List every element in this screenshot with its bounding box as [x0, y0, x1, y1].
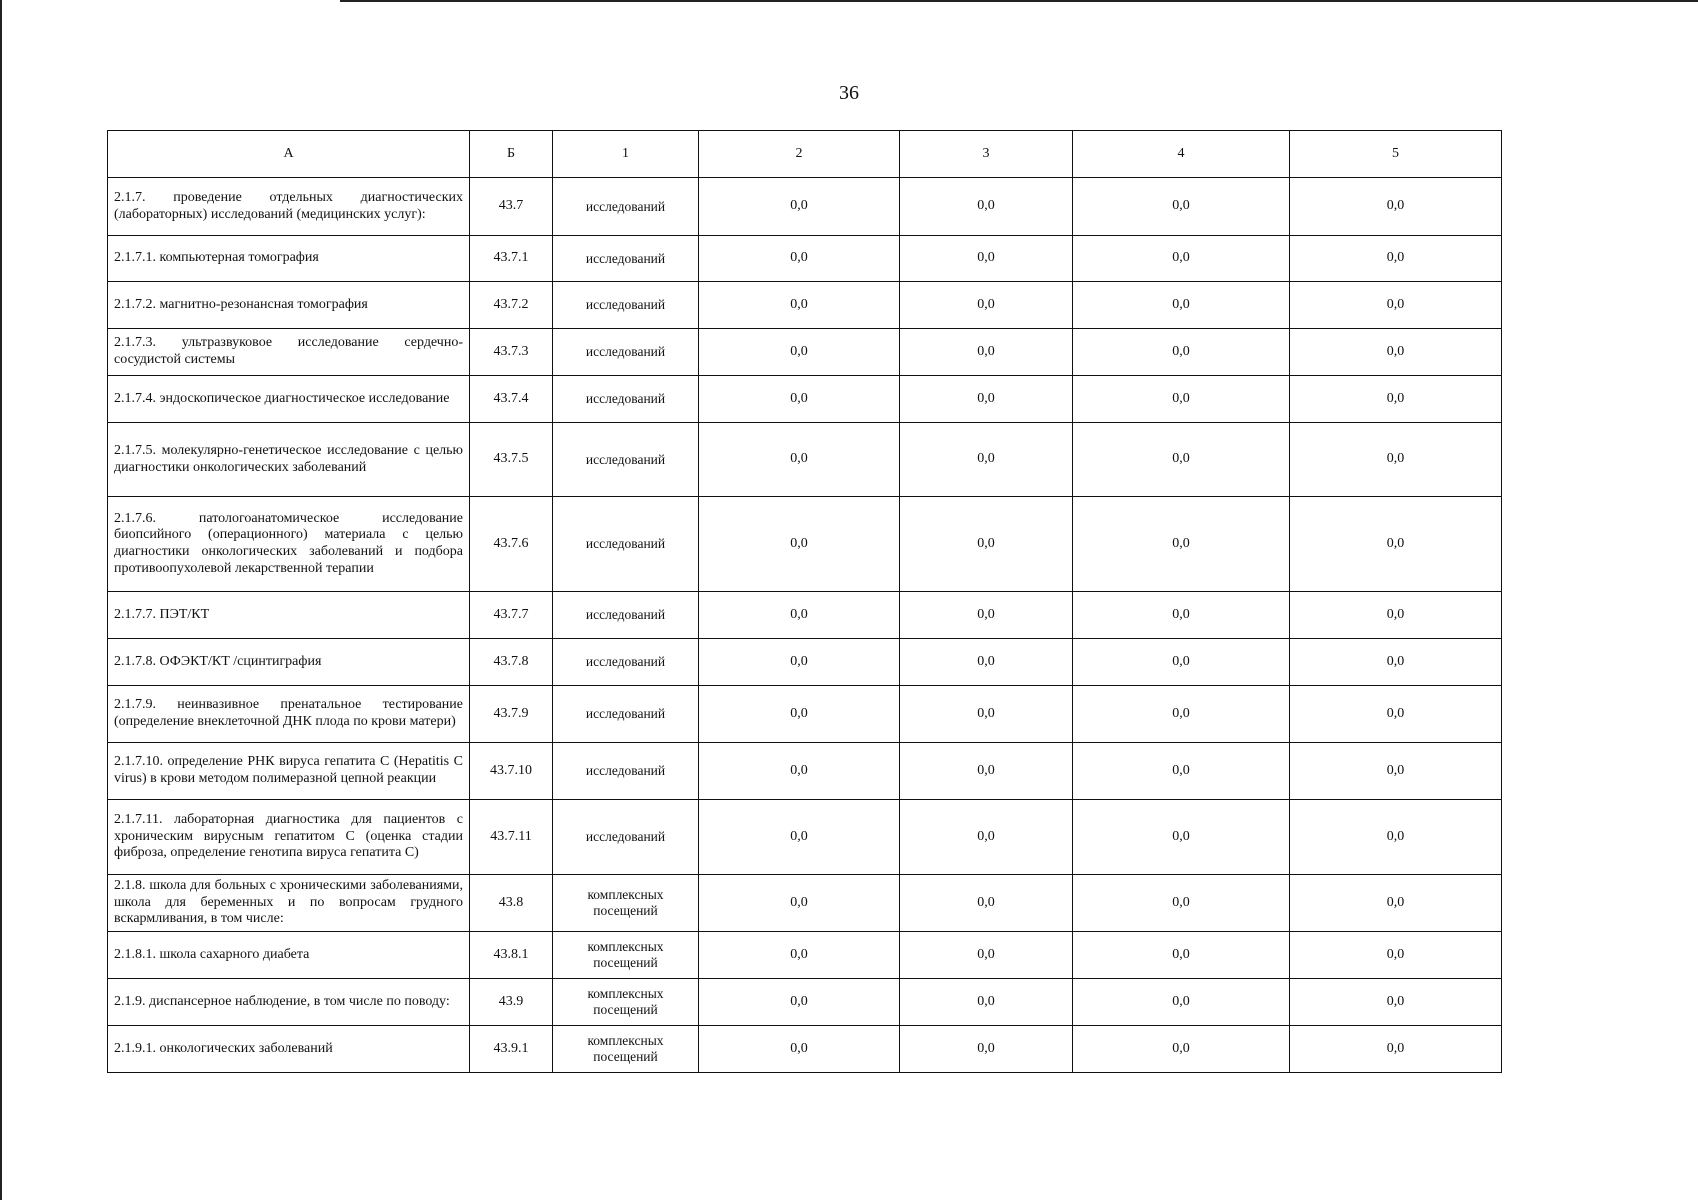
table-row — [108, 1026, 1502, 1073]
row-value-cell: 0,0 — [1073, 423, 1290, 497]
row-value-cell: 0,0 — [1290, 932, 1502, 979]
row-value-cell: 0,0 — [699, 639, 900, 686]
table-body — [108, 178, 1502, 1073]
scan-edge-left — [0, 0, 2, 1200]
row-value-cell: 0,0 — [1073, 800, 1290, 875]
row-value-cell: 0,0 — [1290, 497, 1502, 592]
row-value-cell: 0,0 — [699, 236, 900, 282]
row-unit-cell: исследований — [553, 282, 699, 329]
row-unit-cell: исследований — [553, 376, 699, 423]
row-value-cell: 0,0 — [1073, 875, 1290, 932]
row-value-cell: 0,0 — [1290, 743, 1502, 800]
row-value-cell: 0,0 — [1073, 592, 1290, 639]
row-value-cell: 0,0 — [1073, 236, 1290, 282]
row-value-cell: 0,0 — [699, 800, 900, 875]
table-row — [108, 423, 1502, 497]
row-value-cell: 0,0 — [1290, 376, 1502, 423]
row-name-cell: 2.1.8. школа для больных с хроническими заболеваниями, школа для беременных и по вопросам грудного вскармливания, в том числе: — [108, 875, 470, 932]
row-value-cell: 0,0 — [1290, 800, 1502, 875]
row-value-cell: 0,0 — [900, 743, 1073, 800]
row-value-cell: 0,0 — [699, 979, 900, 1026]
table-row — [108, 236, 1502, 282]
row-name-cell: 2.1.7.2. магнитно-резонансная томография — [108, 282, 470, 329]
row-code-cell: 43.7.2 — [470, 282, 553, 329]
row-value-cell: 0,0 — [699, 178, 900, 236]
row-name-cell: 2.1.7.5. молекулярно-генетическое исследование с целью диагностики онкологических заболеваний — [108, 423, 470, 497]
row-value-cell: 0,0 — [1073, 178, 1290, 236]
column-header: 3 — [900, 131, 1073, 178]
row-value-cell: 0,0 — [699, 329, 900, 376]
row-value-cell: 0,0 — [699, 875, 900, 932]
page-number: 36 — [839, 82, 859, 104]
row-unit-cell: комплексных посещений — [553, 979, 699, 1026]
row-value-cell: 0,0 — [699, 686, 900, 743]
row-unit-cell: комплексных посещений — [553, 1026, 699, 1073]
row-code-cell: 43.7.9 — [470, 686, 553, 743]
row-value-cell: 0,0 — [900, 800, 1073, 875]
row-value-cell: 0,0 — [1073, 743, 1290, 800]
row-value-cell: 0,0 — [1290, 686, 1502, 743]
table-row — [108, 592, 1502, 639]
row-code-cell: 43.8.1 — [470, 932, 553, 979]
row-unit-cell: исследований — [553, 639, 699, 686]
column-header: 1 — [553, 131, 699, 178]
row-name-cell: 2.1.7.4. эндоскопическое диагностическое исследование — [108, 376, 470, 423]
row-value-cell: 0,0 — [900, 592, 1073, 639]
row-name-cell: 2.1.7.11. лабораторная диагностика для пациентов с хроническим вирусным гепатитом С (оценка стадии фиброза, определение генотипа вируса гепатита С) — [108, 800, 470, 875]
row-name-cell: 2.1.9. диспансерное наблюдение, в том числе по поводу: — [108, 979, 470, 1026]
table-row — [108, 875, 1502, 932]
table-row — [108, 178, 1502, 236]
row-value-cell: 0,0 — [1073, 932, 1290, 979]
row-value-cell: 0,0 — [900, 423, 1073, 497]
row-value-cell: 0,0 — [900, 686, 1073, 743]
row-value-cell: 0,0 — [1290, 1026, 1502, 1073]
table-row — [108, 376, 1502, 423]
data-table — [107, 130, 1502, 1073]
row-code-cell: 43.7.10 — [470, 743, 553, 800]
row-value-cell: 0,0 — [900, 1026, 1073, 1073]
row-name-cell: 2.1.8.1. школа сахарного диабета — [108, 932, 470, 979]
table-row — [108, 497, 1502, 592]
row-value-cell: 0,0 — [699, 423, 900, 497]
column-header: Б — [470, 131, 553, 178]
row-value-cell: 0,0 — [1290, 329, 1502, 376]
row-value-cell: 0,0 — [1073, 497, 1290, 592]
row-unit-cell: исследований — [553, 497, 699, 592]
row-value-cell: 0,0 — [900, 932, 1073, 979]
row-value-cell: 0,0 — [900, 639, 1073, 686]
row-value-cell: 0,0 — [1073, 979, 1290, 1026]
row-value-cell: 0,0 — [1073, 329, 1290, 376]
table-row — [108, 932, 1502, 979]
row-value-cell: 0,0 — [1290, 592, 1502, 639]
row-value-cell: 0,0 — [1290, 282, 1502, 329]
row-unit-cell: комплексных посещений — [553, 932, 699, 979]
row-name-cell: 2.1.9.1. онкологических заболеваний — [108, 1026, 470, 1073]
row-value-cell: 0,0 — [900, 376, 1073, 423]
row-code-cell: 43.8 — [470, 875, 553, 932]
row-unit-cell: исследований — [553, 592, 699, 639]
row-value-cell: 0,0 — [699, 743, 900, 800]
row-code-cell: 43.7.1 — [470, 236, 553, 282]
row-value-cell: 0,0 — [900, 282, 1073, 329]
row-name-cell: 2.1.7.9. неинвазивное пренатальное тестирование (определение внеклеточной ДНК плода по крови матери) — [108, 686, 470, 743]
column-header: 4 — [1073, 131, 1290, 178]
table-row — [108, 800, 1502, 875]
table-row — [108, 979, 1502, 1026]
row-unit-cell: исследований — [553, 743, 699, 800]
row-code-cell: 43.7.8 — [470, 639, 553, 686]
row-name-cell: 2.1.7.7. ПЭТ/КТ — [108, 592, 470, 639]
row-value-cell: 0,0 — [1290, 979, 1502, 1026]
row-code-cell: 43.9.1 — [470, 1026, 553, 1073]
table-row — [108, 282, 1502, 329]
row-value-cell: 0,0 — [1073, 686, 1290, 743]
row-value-cell: 0,0 — [1290, 639, 1502, 686]
column-header: А — [108, 131, 470, 178]
row-name-cell: 2.1.7.6. патологоанатомическое исследование биопсийного (операционного) материала с целью диагностики онкологических заболеваний и подбора противоопухолевой лекарственной терапии — [108, 497, 470, 592]
row-code-cell: 43.7.7 — [470, 592, 553, 639]
row-name-cell: 2.1.7.10. определение РНК вируса гепатита С (Hepatitis С virus) в крови методом полимеразной цепной реакции — [108, 743, 470, 800]
table-row — [108, 686, 1502, 743]
table-row — [108, 743, 1502, 800]
row-code-cell: 43.7 — [470, 178, 553, 236]
row-value-cell: 0,0 — [699, 376, 900, 423]
table-row — [108, 329, 1502, 376]
row-code-cell: 43.7.3 — [470, 329, 553, 376]
row-value-cell: 0,0 — [699, 282, 900, 329]
row-value-cell: 0,0 — [1073, 376, 1290, 423]
column-header: 5 — [1290, 131, 1502, 178]
row-name-cell: 2.1.7.3. ультразвуковое исследование сердечно-сосудистой системы — [108, 329, 470, 376]
row-value-cell: 0,0 — [699, 1026, 900, 1073]
scan-edge-top — [340, 0, 1698, 2]
row-value-cell: 0,0 — [1073, 1026, 1290, 1073]
row-value-cell: 0,0 — [699, 497, 900, 592]
row-value-cell: 0,0 — [900, 497, 1073, 592]
row-unit-cell: исследований — [553, 423, 699, 497]
row-unit-cell: исследований — [553, 236, 699, 282]
row-code-cell: 43.7.11 — [470, 800, 553, 875]
row-value-cell: 0,0 — [1290, 423, 1502, 497]
row-code-cell: 43.7.5 — [470, 423, 553, 497]
row-value-cell: 0,0 — [699, 932, 900, 979]
row-value-cell: 0,0 — [1290, 178, 1502, 236]
row-unit-cell: исследований — [553, 686, 699, 743]
row-value-cell: 0,0 — [900, 875, 1073, 932]
row-value-cell: 0,0 — [900, 178, 1073, 236]
row-value-cell: 0,0 — [900, 329, 1073, 376]
row-value-cell: 0,0 — [900, 236, 1073, 282]
row-name-cell: 2.1.7.1. компьютерная томография — [108, 236, 470, 282]
row-value-cell: 0,0 — [900, 979, 1073, 1026]
row-unit-cell: исследований — [553, 329, 699, 376]
row-unit-cell: комплексных посещений — [553, 875, 699, 932]
row-value-cell: 0,0 — [1073, 282, 1290, 329]
row-unit-cell: исследований — [553, 178, 699, 236]
row-name-cell: 2.1.7. проведение отдельных диагностических (лабораторных) исследований (медицинских услуг): — [108, 178, 470, 236]
column-header: 2 — [699, 131, 900, 178]
row-value-cell: 0,0 — [699, 592, 900, 639]
row-code-cell: 43.7.4 — [470, 376, 553, 423]
row-value-cell: 0,0 — [1290, 875, 1502, 932]
row-code-cell: 43.7.6 — [470, 497, 553, 592]
row-value-cell: 0,0 — [1290, 236, 1502, 282]
row-code-cell: 43.9 — [470, 979, 553, 1026]
table-header-row — [108, 131, 1502, 178]
row-value-cell: 0,0 — [1073, 639, 1290, 686]
table-row — [108, 639, 1502, 686]
row-name-cell: 2.1.7.8. ОФЭКТ/КТ /сцинтиграфия — [108, 639, 470, 686]
row-unit-cell: исследований — [553, 800, 699, 875]
